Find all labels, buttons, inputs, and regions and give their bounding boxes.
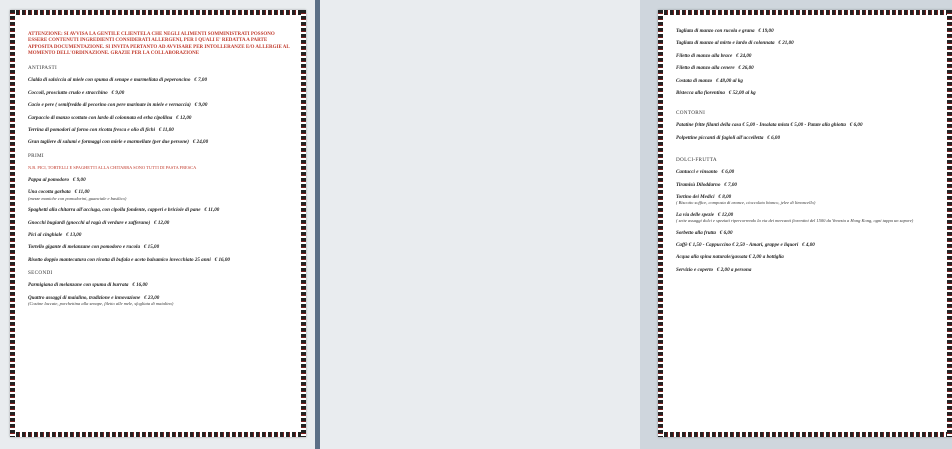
decorative-border-top (658, 10, 952, 15)
menu-item-name: Terrina di pomodori al forno con ricotta fresca e olio di fichi (28, 126, 156, 133)
menu-page-2 (658, 10, 952, 437)
decorative-border-top (10, 10, 306, 15)
menu-item-name: Polpettine piccanti di fagioli all'uccelletta (676, 134, 764, 141)
menu-item-description: (Costine laccate, porchettina alla senape, filetto alle mele, sfogliata di maialino) (28, 300, 174, 306)
menu-item (28, 232, 292, 238)
menu-item-name: Filetto di manzo alla cenere (676, 65, 735, 72)
section-heading-antipasti: ANTIPASTI (28, 65, 58, 72)
menu-item (676, 212, 938, 224)
menu-item-name: Cantucci e vinsanto (676, 169, 718, 176)
menu-item-price: € 6,00 (719, 229, 733, 236)
decorative-border-right (947, 10, 952, 437)
menu-item (676, 254, 938, 260)
menu-item (28, 127, 292, 133)
menu-item-name: Gnocchi bugiardi (gnocchi al ragù di verdure e zafferano) (28, 219, 151, 226)
contorni-list (676, 122, 938, 141)
decorative-border-bottom (658, 432, 952, 437)
menu-item (676, 230, 938, 236)
menu-item-price: € 6,00 (849, 122, 863, 129)
menu-item-price: € 6,00 (721, 169, 735, 176)
menu-item (28, 282, 292, 288)
menu-item-name: Caffè € 1,50 - Cappuccino € 2,50 - Amari, grappe e liquori (676, 241, 799, 248)
menu-item (676, 242, 938, 248)
menu-item-name: Filetto di manzo alla brace (676, 52, 733, 59)
menu-item-price: € 12,00 (154, 219, 170, 226)
menu-item-price: € 21,00 (778, 40, 794, 47)
menu-item (28, 115, 292, 121)
document-pane-right[interactable] (320, 0, 914, 449)
document-pane-left[interactable] (0, 0, 315, 449)
menu-item-price: € 12,00 (717, 211, 734, 218)
menu-item (28, 295, 292, 307)
decorative-border-right (301, 10, 306, 437)
menu-item-price: € 48,00 al kg (716, 77, 743, 84)
dolci-list (676, 169, 938, 273)
menu-item (28, 257, 292, 263)
menu-item-name: Cacio e pere ( semifreddo di pecorino con pere marinate in miele e vernaccia) (28, 102, 191, 109)
menu-item-name: Parmigiana di melanzane con spuma di burrata (28, 282, 129, 289)
secondi-list (28, 282, 292, 306)
section-heading-contorni: CONTORNI (676, 110, 706, 117)
menu-item (676, 182, 938, 188)
menu-item-price: € 26,00 (738, 65, 754, 72)
menu-item-name: Quattro assaggi di maialino, tradizione e innovazione (28, 294, 141, 301)
menu-item-price: € 12,00 (176, 114, 192, 121)
menu-item (28, 220, 292, 226)
menu-item-name: Sorbetto alla frutta (676, 229, 716, 236)
menu-item (676, 135, 938, 141)
menu-item-price: € 16,00 (132, 282, 148, 289)
menu-item-name: Patatine fritte filanti della casa € 5,00 - Insalata mista € 5,00 - Patate alla ghiotta (676, 122, 846, 129)
menu-item-price: € 15,00 (143, 244, 160, 251)
menu-item-price: € 6,00 (767, 134, 780, 141)
primi-list (28, 177, 292, 263)
menu-item-name: Costata di manzo (676, 77, 713, 84)
carni-list (676, 28, 938, 96)
menu-item-name: Gran tagliere di salumi e formaggi con miele e marmellate (per due persone) (28, 139, 190, 146)
menu-item-price: € 13,00 (66, 231, 82, 238)
menu-item (676, 40, 938, 46)
menu-item (676, 122, 938, 128)
menu-item-name: La via delle spezie (676, 211, 715, 218)
menu-item-price: € 7,00 (194, 77, 207, 84)
allergen-notice: ATTENZIONE: SI AVVISA LA GENTILE CLIENTELA CHE NEGLI ALIMENTI SOMMINISTRATI POSSONO ESSERE CONTENUTI INGREDIENTI CONSIDERATI ALLERGENI, PER I QUALI E' REDATTA A PARTE APPOSITA DOCUMENTAZIONE. SI INVITA PERTANTO AD AVVISARE PER INTOLLERANZE E/O ALLERGIE AL MOMENTO DELL'ORDINAZIONE. GRAZIE PER LA COLLABORAZIONE (28, 32, 290, 56)
menu-item (676, 194, 938, 206)
primi-note: N.B. PICI, TORTELLI E SPAGHETTI ALLA CHITARRA SONO TUTTI DI PASTA FRESCA (28, 164, 197, 170)
menu-item (676, 78, 938, 84)
antipasti-list (28, 77, 292, 145)
menu-item-price: € 11,00 (158, 126, 174, 133)
menu-item (28, 77, 292, 83)
menu-item-price: € 9,00 (111, 89, 125, 96)
menu-item-price: € 19,00 (758, 28, 774, 34)
menu-item-price: € 52,00 al kg (728, 89, 756, 96)
menu-item (676, 267, 938, 273)
menu-item-name: Tiramisù Diloddarno (676, 181, 721, 188)
menu-item-name: Tortello gigante di melanzane con pomodoro e rucola (28, 244, 141, 251)
menu-item-price: € 24,00 (736, 52, 752, 59)
menu-item-price: € 11,00 (74, 189, 90, 196)
menu-item-price: € 8,00 (718, 193, 732, 200)
menu-item (676, 53, 938, 59)
decorative-border-left (10, 10, 15, 437)
decorative-border-bottom (10, 432, 306, 437)
section-heading-secondi: SECONDI (28, 269, 53, 276)
menu-item-name: Carpaccio di manzo scottato con lardo di colonnata ed erba cipollina (28, 114, 173, 121)
menu-item-price: € 16,00 (214, 256, 230, 263)
page-2-content (676, 28, 938, 425)
menu-item-name: Una cocotta garbata (28, 189, 71, 196)
menu-item (28, 207, 292, 213)
menu-item-price: € 9,00 (72, 176, 86, 183)
menu-item (28, 139, 292, 145)
menu-item-price: € 7,00 (724, 181, 737, 188)
menu-item-name: Tagliata di manzo al mirto e lardo di colonnata (676, 40, 775, 47)
menu-item-price: € 24,00 (192, 139, 209, 146)
section-heading-dolci: DOLCI-FRUTTA (676, 156, 717, 163)
menu-item-name: Pici al cinghiale (28, 231, 63, 238)
menu-item-name: Risotto doppio mantecatura con ricotta di bufala e aceto balsamico invecchiato 25 anni (28, 256, 211, 263)
menu-item (28, 102, 292, 108)
section-heading-primi: PRIMI (28, 152, 44, 159)
menu-item-name: Servizio e coperto (676, 266, 714, 273)
menu-item (28, 189, 292, 201)
menu-item-price: € 2,00 a persona (716, 266, 752, 273)
menu-item-name: Spaghetti alla chitarra all'acciuga, con cipolla fondente, capperi e briciole di pane (28, 207, 201, 214)
page-1-content (28, 32, 292, 425)
menu-item-name: Tagliata di manzo con rucola e grana (676, 28, 755, 34)
menu-item-price: € 23,00 (144, 294, 160, 301)
menu-item-description: (mezze maniche con pomodorini, guanciale e basilico) (28, 195, 127, 201)
menu-item (676, 65, 938, 71)
menu-item-price: € 9,00 (194, 102, 208, 109)
menu-item-name: Cialda di salsiccia al miele con spuma di senape e marmellata di peperoncino (28, 77, 191, 84)
menu-item-description: ( Biscotto soffice, composta di arance, cioccolato bianco, jelee di limoncello) (676, 200, 816, 206)
menu-item (28, 177, 292, 183)
menu-item (28, 90, 292, 96)
menu-item (676, 28, 938, 34)
menu-item-name: Coccoli, prosciutto crudo e stracchino (28, 89, 108, 96)
menu-item-name: Tortino dei Medici (676, 193, 715, 200)
menu-page-1 (10, 10, 306, 437)
menu-item (676, 90, 938, 96)
menu-item-price: € 4,00 (802, 241, 815, 248)
menu-item-name: Bistecca alla fiorentina (676, 89, 725, 96)
menu-item-name: Pappa al pomodoro (28, 176, 70, 183)
menu-item-name: Acqua alla spina naturale/gassata € 2,00 a bottiglia (676, 254, 784, 261)
menu-item-description: ( sette assaggi dolci e speziati ripercorrendo la via dei mercanti fiorentini del 1500 da Venezia a Hong Kong, ogni tappa un sapore) (676, 217, 914, 223)
menu-item (28, 244, 292, 250)
decorative-border-left (658, 10, 663, 437)
menu-item-price: € 11,00 (204, 207, 220, 214)
menu-item (676, 169, 938, 175)
